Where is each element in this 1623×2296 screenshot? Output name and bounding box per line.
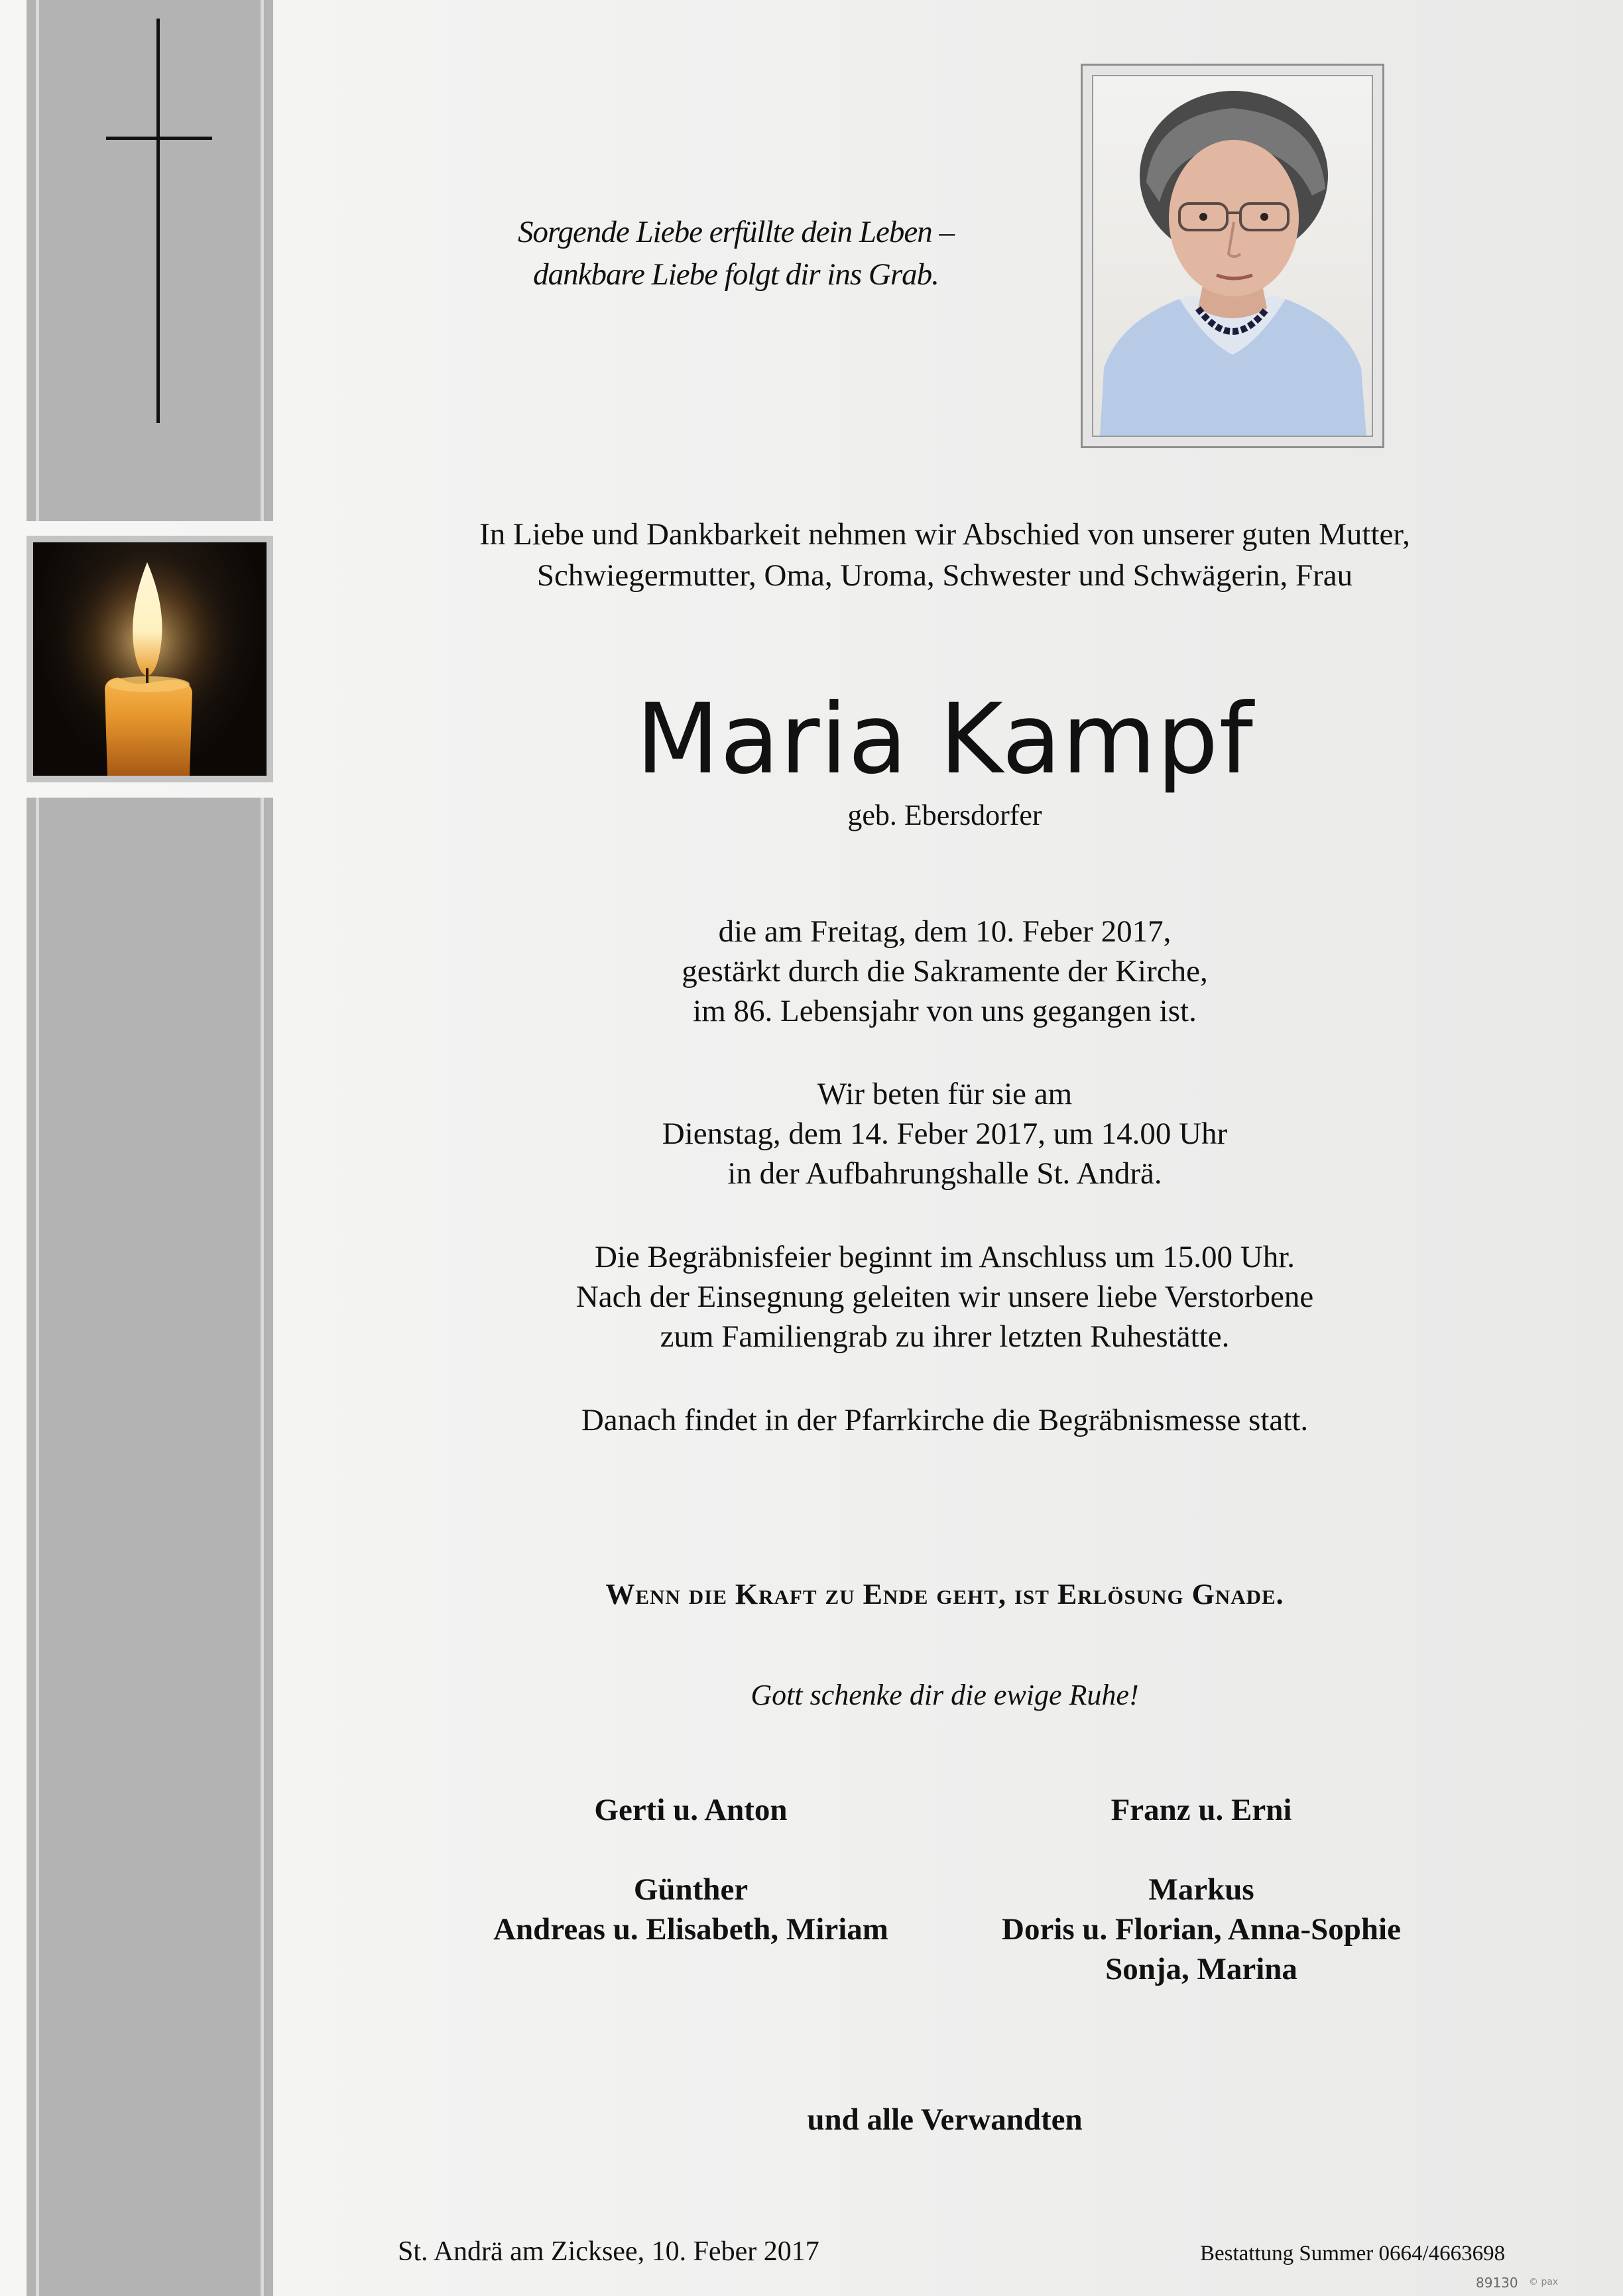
candle-frame bbox=[27, 536, 273, 782]
blessing: Gott schenke dir die ewige Ruhe! bbox=[751, 1679, 1139, 1711]
family-line: Günther bbox=[633, 1872, 749, 1907]
family-line: Markus bbox=[1148, 1872, 1254, 1907]
candle-icon bbox=[33, 542, 267, 776]
candle-image bbox=[33, 542, 267, 776]
prayer-line: Wir beten für sie am bbox=[817, 1077, 1073, 1111]
family-left-bottom bbox=[439, 1870, 943, 1949]
relatives: und alle Verwandten bbox=[807, 2102, 1083, 2137]
death-line: gestärkt durch die Sakramente der Kirche, bbox=[682, 954, 1208, 989]
birth-name: geb. Ebersdorfer bbox=[847, 799, 1042, 831]
undertaker: Bestattung Summer 0664/4663698 bbox=[1200, 2242, 1506, 2266]
strip-line bbox=[261, 798, 264, 2296]
print-mark: © pax bbox=[1529, 2277, 1559, 2287]
intro-text bbox=[371, 514, 1518, 596]
intro-line: In Liebe und Dankbarkeit nehmen wir Abschied von unserer guten Mutter, bbox=[479, 517, 1410, 552]
place-date: St. Andrä am Zicksee, 10. Feber 2017 bbox=[398, 2236, 819, 2267]
prayer-info bbox=[371, 1074, 1518, 1193]
funeral-line: Die Begräbnisfeier beginnt im Anschluss um 15.00 Uhr. bbox=[594, 1240, 1295, 1274]
strip-band-top bbox=[27, 0, 273, 521]
intro-line: Schwiegermutter, Oma, Uroma, Schwester und Schwägerin, Frau bbox=[536, 558, 1353, 593]
portrait-image bbox=[1093, 76, 1373, 437]
deceased-name: Maria Kampf bbox=[636, 683, 1254, 796]
motto: Wenn die Kraft zu Ende geht, ist Erlösung Gnade. bbox=[605, 1578, 1284, 1610]
death-info bbox=[371, 912, 1518, 1031]
family-line: Sonja, Marina bbox=[1105, 1952, 1297, 1986]
family-left-top bbox=[439, 1790, 943, 1830]
strip-line bbox=[36, 0, 39, 521]
strip-line bbox=[261, 0, 264, 521]
funeral-line: Nach der Einsegnung geleiten wir unsere liebe Verstorbene bbox=[575, 1280, 1314, 1314]
side-strip bbox=[27, 0, 273, 2296]
strip-line bbox=[36, 798, 39, 2296]
family-right-top bbox=[949, 1790, 1453, 1830]
portrait-frame bbox=[1081, 64, 1384, 448]
quote bbox=[424, 211, 1048, 296]
family-right-bottom bbox=[949, 1870, 1453, 1989]
death-line: im 86. Lebensjahr von uns gegangen ist. bbox=[693, 994, 1197, 1028]
death-line: die am Freitag, dem 10. Feber 2017, bbox=[718, 914, 1172, 949]
prayer-line: Dienstag, dem 14. Feber 2017, um 14.00 Uhr bbox=[662, 1117, 1228, 1151]
family-line: Andreas u. Elisabeth, Miriam bbox=[493, 1912, 888, 1947]
funeral-info bbox=[371, 1237, 1518, 1357]
family-line: Franz u. Erni bbox=[1111, 1793, 1292, 1827]
quote-line: dankbare Liebe folgt dir ins Grab. bbox=[533, 257, 939, 292]
print-code: 89130 bbox=[1476, 2275, 1518, 2291]
portrait-photo bbox=[1092, 75, 1373, 437]
family-line: Doris u. Florian, Anna-Sophie bbox=[1002, 1912, 1401, 1947]
mass-info: Danach findet in der Pfarrkirche die Begräbnismesse statt. bbox=[581, 1403, 1309, 1437]
cross-icon bbox=[106, 0, 212, 424]
funeral-line: zum Familiengrab zu ihrer letzten Ruhestätte. bbox=[660, 1319, 1230, 1354]
strip-band-bottom bbox=[27, 798, 273, 2296]
prayer-line: in der Aufbahrungshalle St. Andrä. bbox=[727, 1156, 1162, 1191]
family-line: Gerti u. Anton bbox=[594, 1793, 788, 1827]
quote-line: Sorgende Liebe erfüllte dein Leben – bbox=[518, 215, 954, 249]
